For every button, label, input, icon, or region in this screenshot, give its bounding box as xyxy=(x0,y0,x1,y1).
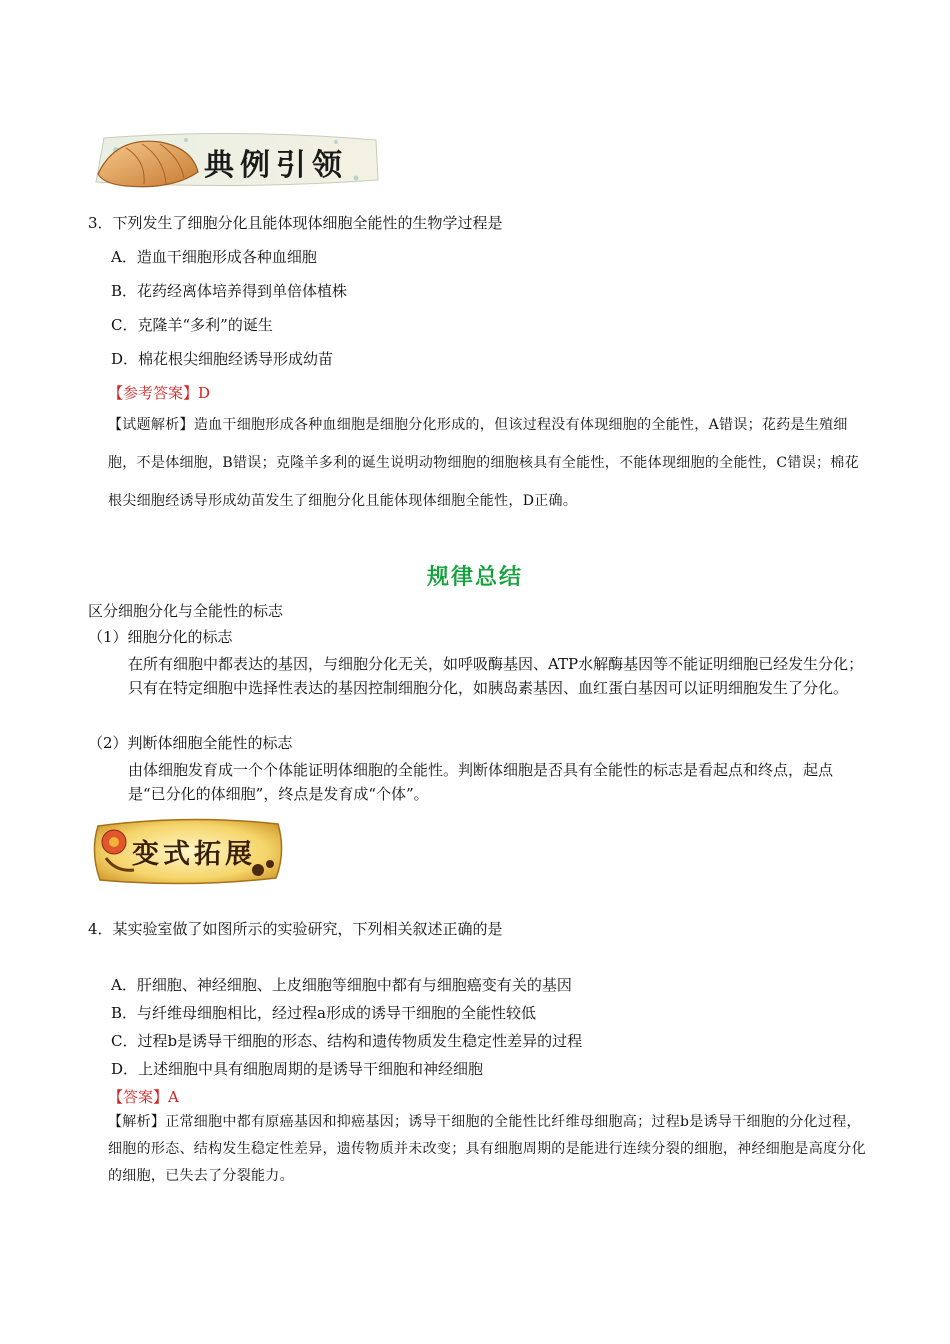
summary-title: 规律总结 xyxy=(426,564,523,590)
answer-value: A xyxy=(168,1088,179,1106)
summary-point-2-heading: （2）判断体细胞全能性的标志 xyxy=(88,734,293,752)
question-3-option-c: C．克隆羊“多利”的诞生 xyxy=(111,316,273,334)
analysis-label: 【试题解析】 xyxy=(108,417,194,433)
question-3-stem: 3．下列发生了细胞分化且能体现体细胞全能性的生物学过程是 xyxy=(88,214,503,232)
analysis-text: 正常细胞中都有原癌基因和抑癌基因；诱导干细胞的全能性比纤维母细胞高；过程b是诱导干细胞的分化过程，细胞的形态、结构发生稳定性差异，遗传物质并未改变；具有细胞周期的是能进行连续分裂的细胞，神经细胞是高度分化的细胞，已失去了分裂能力。 xyxy=(108,1114,866,1184)
answer-label: 【答案】 xyxy=(108,1088,169,1106)
question-3-option-d: D．棉花根尖细胞经诱导形成幼苗 xyxy=(111,350,334,368)
question-3-answer xyxy=(108,383,210,403)
question-3-option-a: A．造血干细胞形成各种血细胞 xyxy=(111,248,317,266)
question-4-option-d: D．上述细胞中具有细胞周期的是诱导干细胞和神经细胞 xyxy=(111,1060,484,1078)
banner-typical-example xyxy=(86,128,382,192)
summary-intro: 区分细胞分化与全能性的标志 xyxy=(88,602,284,620)
question-4-option-a: A．肝细胞、神经细胞、上皮细胞等细胞中都有与细胞癌变有关的基因 xyxy=(111,976,572,994)
analysis-label: 【解析】 xyxy=(108,1114,166,1130)
question-3-analysis xyxy=(108,406,870,520)
question-3-option-b: B．花药经离体培养得到单倍体植株 xyxy=(111,282,348,300)
question-4-analysis xyxy=(108,1109,870,1190)
answer-value: D xyxy=(198,384,211,402)
summary-point-1-heading: （1）细胞分化的标志 xyxy=(88,628,233,646)
summary-point-2-body: 由体细胞发育成一个个体能证明体细胞的全能性。判断体细胞是否具有全能性的标志是看起点和终点，起点是“已分化的体细胞”，终点是发育成“个体”。 xyxy=(128,761,834,803)
banner-title: 变式拓展 xyxy=(132,839,256,870)
banner-variant-extension xyxy=(88,812,286,890)
answer-label: 【参考答案】 xyxy=(108,384,199,402)
question-4-answer xyxy=(108,1087,179,1107)
banner-title: 典例引领 xyxy=(204,148,348,183)
question-4-stem: 4．某实验室做了如图所示的实验研究，下列相关叙述正确的是 xyxy=(88,920,503,938)
question-4-option-c: C．过程b是诱导干细胞的形态、结构和遗传物质发生稳定性差异的过程 xyxy=(111,1032,583,1050)
analysis-text: 造血干细胞形成各种血细胞是细胞分化形成的，但该过程没有体现细胞的全能性，A错误；花药是生殖细胞，不是体细胞，B错误；克隆羊多利的诞生说明动物细胞的细胞核具有全能性，不能体现细胞的全能性，C错误；棉花根尖细胞经诱导形成幼苗发生了细胞分化且能体现体细胞全能性，D正确。 xyxy=(108,417,859,509)
question-4-option-b: B．与纤维母细胞相比，经过程a形成的诱导干细胞的全能性较低 xyxy=(111,1004,536,1022)
summary-point-1-body: 在所有细胞中都表达的基因，与细胞分化无关，如呼吸酶基因、ATP水解酶基因等不能证明细胞已经发生分化；只有在特定细胞中选择性表达的基因控制细胞分化，如胰岛素基因、血红蛋白基因可以证明细胞发生了分化。 xyxy=(128,655,864,697)
